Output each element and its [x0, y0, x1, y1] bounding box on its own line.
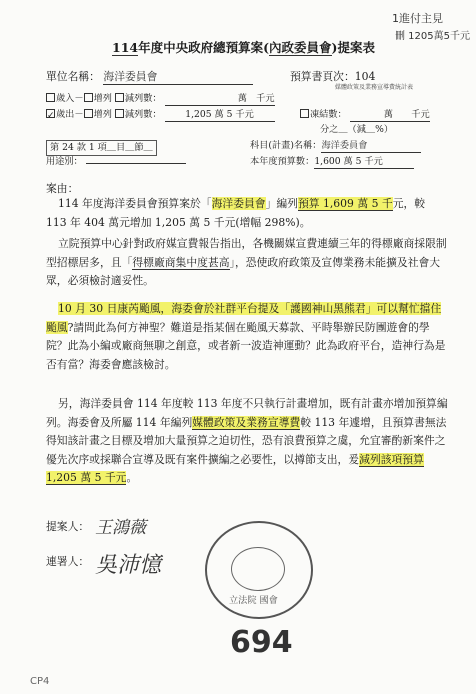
use-label: 用途別：	[46, 156, 83, 167]
proposer-signature: 王鴻薇	[95, 518, 146, 538]
handwritten-page-number: 694	[230, 625, 293, 660]
budget-page-row	[290, 70, 375, 84]
current-budget-label: 本年度預算數：	[250, 156, 315, 167]
legislative-yuan-seal	[205, 521, 313, 619]
budget-page-label: 預算書頁次：	[290, 70, 355, 83]
expense-increase-checkbox[interactable]	[84, 109, 93, 118]
freeze-checkbox[interactable]	[300, 109, 309, 118]
p4-highlight-cut: 減列該項預算 1,205 萬 5 千元	[46, 452, 424, 484]
item-value: 海洋委員會	[321, 140, 421, 153]
use-row	[46, 156, 186, 168]
item-label: 科目(計畫)名稱：	[250, 140, 322, 151]
proposer-label: 提案人：	[46, 520, 90, 533]
expense-label: 歲出－	[56, 109, 84, 120]
expense-decrease-label: 減列數：	[124, 109, 162, 120]
expense-row	[46, 109, 275, 122]
revenue-amount: 萬 千元	[165, 93, 275, 106]
cosigner-signature: 吳沛憶	[95, 553, 162, 578]
title-year: 114	[112, 40, 139, 55]
item-row	[250, 140, 421, 153]
expense-amount: 1,205 萬 5 千元	[165, 109, 275, 122]
cosigner-label: 連署人：	[46, 555, 90, 568]
handwritten-note: 1進付主見	[392, 12, 443, 25]
p2-underline: 得標廠商集中度甚高	[132, 255, 230, 269]
p1-text-a: 114 年度海洋委員會預算案於「	[58, 197, 212, 210]
budget-page-value: 104	[354, 70, 376, 83]
p3-highlight: 10 月 30 日康芮颱風，海委會於社群平台提及「護國神山黑熊君」可以幫忙擋住颱風	[46, 302, 442, 334]
revenue-decrease-label: 減列數：	[124, 93, 162, 104]
current-budget-row	[250, 156, 414, 169]
p4-highlight-media: 媒體政策及業務宣導費	[192, 415, 301, 429]
revenue-increase-label: 增列	[93, 93, 112, 104]
title-tail: )提案表	[331, 40, 375, 55]
freeze-label: 凍結數：	[310, 109, 347, 120]
use-value	[86, 163, 186, 164]
page-title	[112, 38, 375, 56]
title-committee: 內政委員會	[269, 40, 332, 55]
current-budget-value: 1,600 萬 5 千元	[314, 156, 414, 169]
p1-highlight-committee: 海洋委員會	[211, 197, 266, 210]
expense-increase-label: 增列	[93, 109, 112, 120]
p4-text-c: 較 113 年遽增，且預算書無法得知該計畫之目標及增加大量預算之迫切性，恐有浪費預算之虞，允宜審酌新案件之優先次序或採聯合宣導及既有案件擴編之必要性，以撙節支出，爰	[46, 415, 447, 466]
fraction-row: 分之＿（減＿%）	[320, 124, 394, 135]
p2-text-a: 立院預算中心針對政府媒宣費報告指出，各機關媒宣費連續三年的得標廠商採限制型招標居多，且「	[46, 237, 447, 269]
p4-text-a: 另，海洋委員會 114 年度較 113 年度不只執行計畫增加，既有計畫亦增加預算編列。海委會及所屬 114 年編列	[46, 397, 448, 429]
unit-label: 單位名稱：	[46, 70, 100, 83]
expense-checkbox[interactable]: ✓	[47, 110, 55, 121]
paragraph-4	[46, 395, 448, 488]
unit-value: 海洋委員會	[103, 70, 253, 85]
title-main: 年度中央政府總預算案(	[138, 40, 270, 55]
p3-text-b: ?請問此為何方神聖？難道是指某個在颱風天募款、平時舉辦民防團遊會的學院？此為小編或廠商無聊之創意，或者新一波造神運動？此為政府平台，造神行為是否有當？海委會應該檢討。	[46, 320, 446, 371]
expense-decrease-checkbox[interactable]	[115, 109, 124, 118]
revenue-row	[46, 93, 275, 106]
unit-row	[46, 70, 253, 85]
paragraph-1	[46, 195, 448, 232]
paragraph-2	[46, 235, 448, 291]
seal-text: 立法院 國會	[229, 595, 278, 606]
revenue-checkbox[interactable]	[46, 93, 55, 102]
p1-text-e: 元，較 113 年 404 萬元增加 1,205 萬 5 千元(增幅 298%)。	[46, 197, 426, 229]
bottom-left-code: CP4	[30, 676, 50, 687]
revenue-decrease-checkbox[interactable]	[115, 93, 124, 102]
account-row: 第 24 款 1 項＿目＿節＿	[46, 140, 157, 156]
seal-inner-ring	[231, 547, 285, 591]
reason-label: 案由：	[46, 182, 79, 195]
p1-text-c: 」編列	[265, 197, 298, 210]
p4-text-e: 。	[126, 471, 138, 484]
freeze-row	[300, 109, 430, 122]
p1-highlight-budget: 預算 1,609 萬 5 千	[297, 197, 393, 210]
handwritten-cut-note: 刪 1205萬5千元	[395, 31, 470, 42]
p2-text-c: 」，恐使政府政策及宣傳業務未能擴及社會大眾，必須檢討適妥性。	[46, 255, 441, 287]
budget-page-note: 媒體政策及業務宣導費統計表	[335, 84, 414, 91]
paragraph-3	[46, 300, 448, 374]
revenue-label: 歲入－	[56, 93, 84, 104]
freeze-amount: 萬 千元	[350, 109, 430, 122]
revenue-increase-checkbox[interactable]	[84, 93, 93, 102]
